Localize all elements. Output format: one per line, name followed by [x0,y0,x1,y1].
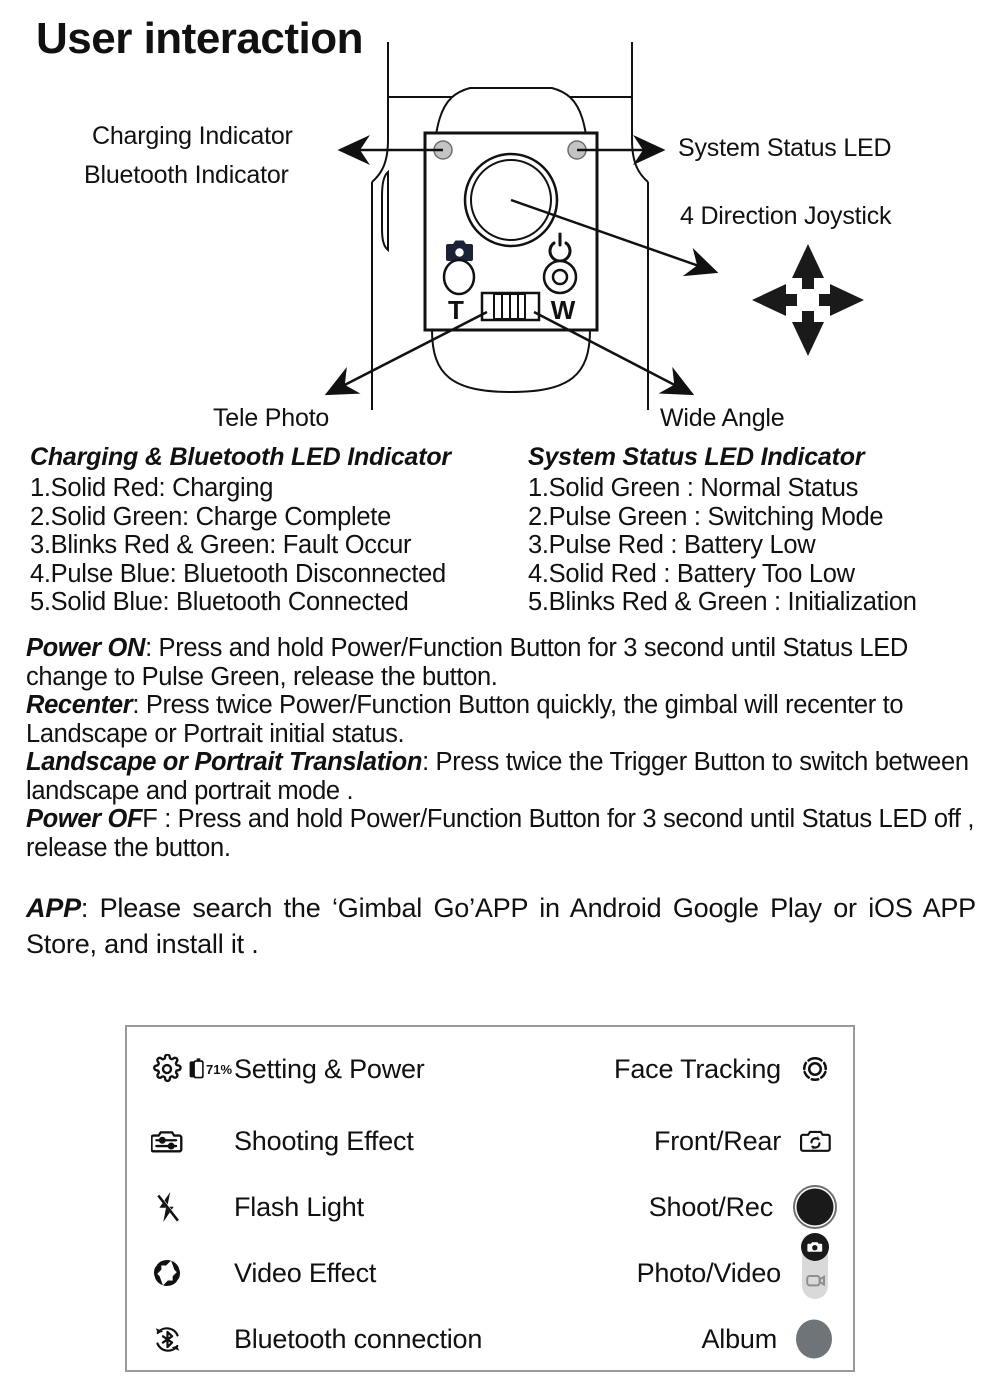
legend-row-setting-power [127,1039,853,1099]
legend-row-shooting-effect [127,1111,853,1171]
trigger-button [382,172,388,250]
battery-percent-label: 71% [206,1061,233,1077]
instruction-term: Landscape or Portrait Translation [26,748,423,776]
legend-row-video-effect [127,1243,853,1303]
app-note-section [26,890,976,962]
power-button-inner [553,270,567,284]
shutter-button-device [444,260,474,294]
flash-off-icon[interactable] [145,1177,189,1237]
app-controls-legend-box [125,1025,855,1372]
list-item: 4.Pulse Blue: Bluetooth Disconnected [30,559,446,588]
instruction-body: F : Press and hold Power/Function Button for 3 second until Status LED off , release the button. [26,805,975,862]
camera-flip-icon[interactable] [795,1111,835,1171]
charging-bluetooth-list [30,474,451,617]
bluetooth-refresh-icon[interactable] [145,1309,189,1369]
callout-wide-angle: Wide Angle [660,404,785,432]
system-status-heading: System Status LED Indicator [528,443,865,471]
list-item: 5.Solid Blue: Bluetooth Connected [30,588,409,616]
app-note-term: APP [26,893,81,923]
instruction-power-off [26,805,976,862]
callout-charging-indicator: Charging Indicator [92,122,293,150]
four-direction-arrow-icon [752,244,864,356]
device-diagram [0,0,1000,440]
aperture-icon[interactable] [145,1243,189,1303]
zoom-rocker [482,293,539,320]
gear-icon[interactable] [145,1039,189,1099]
callout-bluetooth-indicator: Bluetooth Indicator [84,161,289,189]
instruction-term: Recenter [26,691,133,719]
legend-label-flash-light: Flash Light [234,1191,364,1222]
list-item: 1.Solid Green : Normal Status [528,474,859,502]
legend-label-front-rear: Front/Rear [653,1125,781,1156]
instruction-recenter [26,691,976,748]
list-item: 5.Blinks Red & Green : Initialization [528,588,917,616]
list-item: 3.Pulse Red : Battery Low [528,531,816,559]
system-status-list [528,474,917,617]
charging-bluetooth-heading: Charging & Bluetooth LED Indicator [30,443,451,471]
legend-label-face-tracking: Face Tracking [614,1053,781,1084]
shooting-effect-icon[interactable] [145,1111,189,1171]
instruction-term: Power ON [26,634,146,662]
legend-label-shooting-effect: Shooting Effect [234,1125,414,1156]
instruction-term: Power OF [26,805,143,833]
instruction-power-on [26,634,976,691]
list-item: 2.Solid Green: Charge Complete [30,502,391,531]
legend-row-bluetooth-connection [127,1309,853,1369]
instruction-body: : Press twice Power/Function Button quickly, the gimbal will recenter to Landscape or Portrait initial status. [26,691,904,748]
list-item: 1.Solid Red: Charging [30,474,274,502]
callout-system-status-led: System Status LED [678,134,892,162]
legend-label-album: Album [701,1323,777,1354]
app-note-text [26,890,976,962]
legend-row-flash-light [127,1177,853,1237]
legend-label-bluetooth-connection: Bluetooth connection [234,1323,483,1354]
callout-tele-photo: Tele Photo [213,404,330,432]
instructions-section [26,634,976,862]
battery-indicator [189,1039,232,1099]
photo-video-toggle-icon[interactable] [793,1227,837,1313]
list-item: 2.Pulse Green : Switching Mode [528,502,884,531]
instruction-translation [26,748,976,805]
system-status-led-column [528,443,917,617]
legend-label-setting-power: Setting & Power [234,1053,425,1084]
legend-label-video-effect: Video Effect [234,1257,377,1288]
legend-label-photo-video: Photo/Video [636,1257,781,1288]
tele-mark-label: T [448,295,464,325]
list-item: 3.Blinks Red & Green: Fault Occur [30,531,412,559]
album-thumb-icon[interactable] [791,1309,837,1369]
legend-label-shoot-rec: Shoot/Rec [648,1191,773,1222]
callout-joystick: 4 Direction Joystick [680,202,892,230]
list-item: 4.Solid Red : Battery Too Low [528,559,855,588]
battery-icon [189,1058,205,1080]
instruction-body: : Press and hold Power/Function Button for 3 second until Status LED change to Pulse Green, release the button. [26,634,908,691]
app-note-body: : Please search the ‘Gimbal Go’APP in Android Google Play or iOS APP Store, and install it . [26,893,976,959]
charging-bluetooth-led-column [30,443,451,617]
face-tracking-icon[interactable] [795,1039,835,1099]
wide-mark-label: W [550,295,576,325]
instruction-body: : Press twice the Trigger Button to switch between landscape and portrait mode . [26,748,969,805]
page-title: User interaction [36,14,363,63]
